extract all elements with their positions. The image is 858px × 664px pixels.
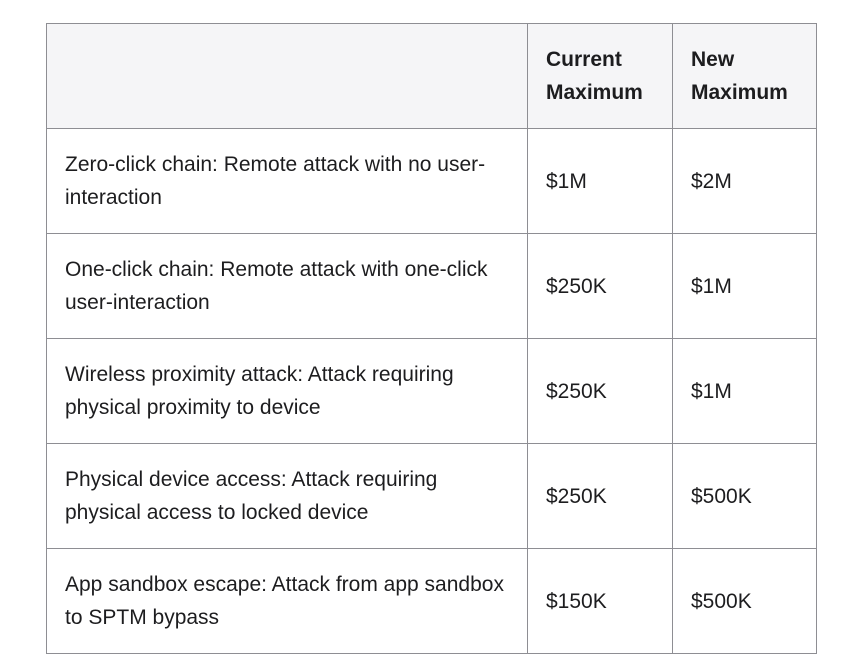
row-current-maximum: $250K bbox=[528, 339, 673, 444]
row-new-maximum: $1M bbox=[673, 234, 817, 339]
row-current-maximum: $1M bbox=[528, 129, 673, 234]
table-row bbox=[47, 129, 817, 234]
row-description-text: Zero-click chain: Remote attack with no user-interaction bbox=[65, 153, 486, 209]
row-description bbox=[47, 444, 528, 549]
table-row bbox=[47, 549, 817, 654]
row-new-maximum: $500K bbox=[673, 549, 817, 654]
table-row bbox=[47, 234, 817, 339]
table-header bbox=[47, 24, 817, 129]
row-current-maximum: $250K bbox=[528, 444, 673, 549]
row-description bbox=[47, 234, 528, 339]
row-current-maximum: $250K bbox=[528, 234, 673, 339]
row-new-maximum: $1M bbox=[673, 339, 817, 444]
table-row bbox=[47, 444, 817, 549]
row-description-text: Physical device access: Attack requiring physical access to locked device bbox=[65, 468, 438, 524]
row-description bbox=[47, 339, 528, 444]
header-row bbox=[47, 24, 817, 129]
row-new-maximum: $2M bbox=[673, 129, 817, 234]
table-row bbox=[47, 339, 817, 444]
row-description-text: App sandbox escape: Attack from app sandbox to SPTM bypass bbox=[65, 573, 504, 629]
row-description-text: Wireless proximity attack: Attack requiring physical proximity to device bbox=[65, 363, 454, 419]
row-description bbox=[47, 549, 528, 654]
header-description bbox=[47, 24, 528, 129]
header-current-maximum: Current Maximum bbox=[528, 24, 673, 129]
table-body bbox=[47, 129, 817, 654]
row-description-text: One-click chain: Remote attack with one-click user-interaction bbox=[65, 258, 488, 314]
row-new-maximum: $500K bbox=[673, 444, 817, 549]
bounty-table bbox=[46, 23, 817, 654]
row-current-maximum: $150K bbox=[528, 549, 673, 654]
row-description bbox=[47, 129, 528, 234]
header-new-maximum: New Maximum bbox=[673, 24, 817, 129]
